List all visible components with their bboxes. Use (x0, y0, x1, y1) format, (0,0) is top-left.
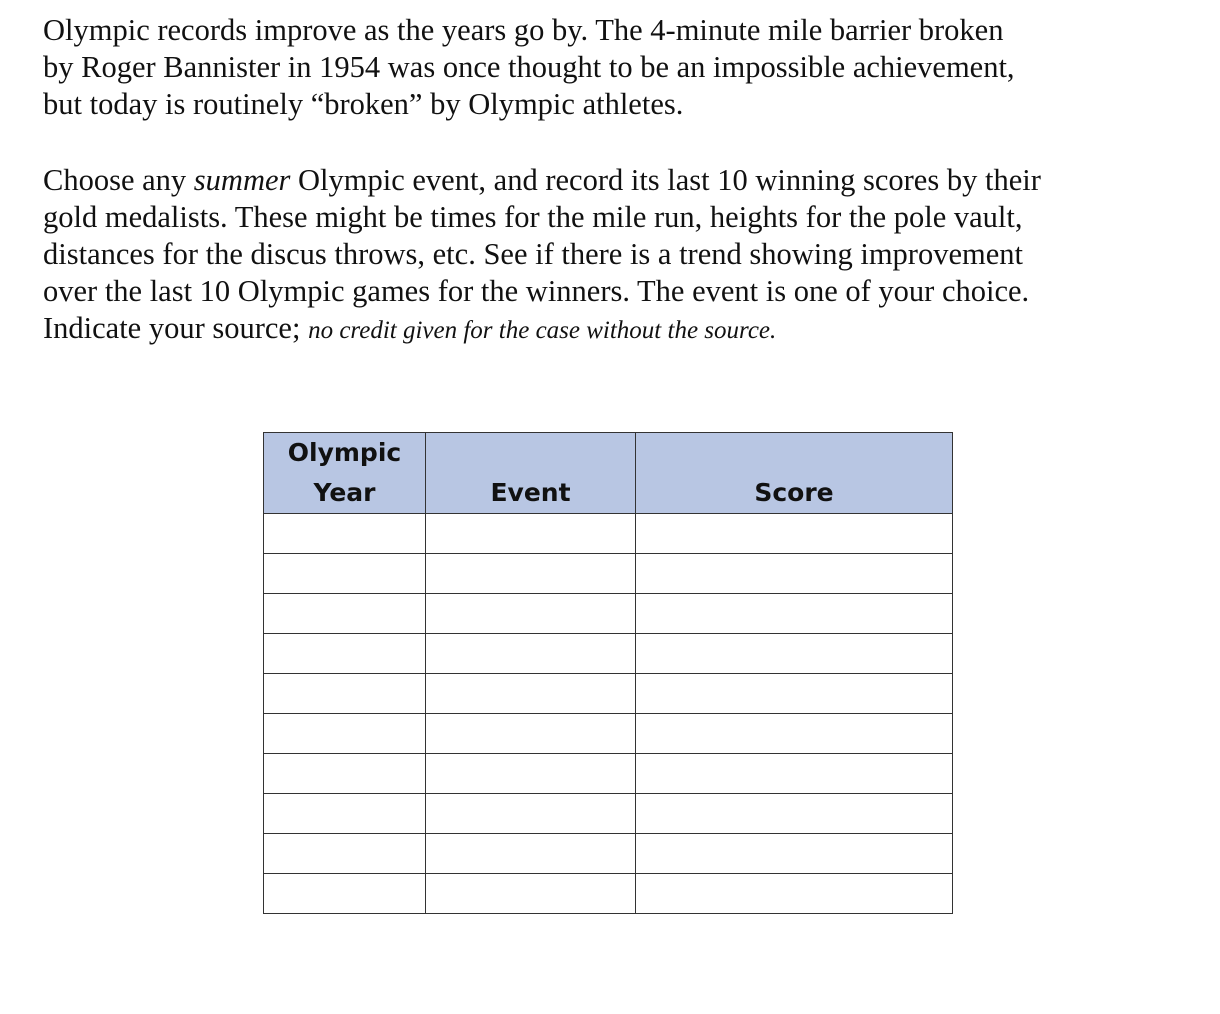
year-cell[interactable] (264, 874, 426, 914)
instructions-line-5 (43, 310, 1041, 349)
year-cell[interactable] (264, 674, 426, 714)
olympic-scores-table (263, 432, 953, 914)
event-cell[interactable] (426, 754, 636, 794)
event-cell[interactable] (426, 794, 636, 834)
source-requirement-note: no credit given for the case without the source. (308, 317, 777, 344)
score-cell[interactable] (636, 754, 953, 794)
event-cell[interactable] (426, 834, 636, 874)
year-cell[interactable] (264, 514, 426, 554)
header-olympic-year (264, 433, 426, 514)
intro-line-3: but today is routinely “broken” by Olympic athletes. (43, 87, 684, 121)
score-cell[interactable] (636, 634, 953, 674)
instructions-line-1-start: Choose any (43, 163, 194, 197)
event-cell[interactable] (426, 594, 636, 634)
header-year-line-2: Year (313, 478, 376, 507)
score-cell[interactable] (636, 714, 953, 754)
score-cell[interactable] (636, 594, 953, 634)
table-row (264, 794, 953, 834)
event-cell[interactable] (426, 874, 636, 914)
score-cell[interactable] (636, 554, 953, 594)
intro-paragraph (43, 12, 1015, 123)
score-cell[interactable] (636, 514, 953, 554)
table-row (264, 514, 953, 554)
event-cell[interactable] (426, 514, 636, 554)
table-row (264, 594, 953, 634)
score-cell[interactable] (636, 874, 953, 914)
intro-line-2: by Roger Bannister in 1954 was once thought to be an impossible achievement, (43, 50, 1015, 84)
table-row (264, 834, 953, 874)
table-row (264, 714, 953, 754)
year-cell[interactable] (264, 714, 426, 754)
intro-line-1: Olympic records improve as the years go by. The 4-minute mile barrier broken (43, 13, 1004, 47)
year-cell[interactable] (264, 834, 426, 874)
instructions-line-4: over the last 10 Olympic games for the winners. The event is one of your choice. (43, 274, 1030, 308)
instructions-paragraph (43, 162, 1041, 349)
event-cell[interactable] (426, 554, 636, 594)
instructions-line-3: distances for the discus throws, etc. See if there is a trend showing improvement (43, 237, 1023, 271)
score-cell[interactable] (636, 834, 953, 874)
table-row (264, 554, 953, 594)
table-row (264, 874, 953, 914)
year-cell[interactable] (264, 754, 426, 794)
summer-emphasis: summer (193, 163, 291, 197)
instructions-line-5-start: Indicate your source; (43, 311, 309, 345)
event-cell[interactable] (426, 674, 636, 714)
table-header-row (264, 433, 953, 514)
year-cell[interactable] (264, 634, 426, 674)
header-event: Event (426, 433, 636, 514)
instructions-line-1 (43, 162, 1041, 199)
table-row (264, 754, 953, 794)
year-cell[interactable] (264, 594, 426, 634)
table-row (264, 634, 953, 674)
header-year-line-1: Olympic (287, 438, 402, 467)
score-cell[interactable] (636, 674, 953, 714)
table-body (264, 514, 953, 914)
event-cell[interactable] (426, 634, 636, 674)
instructions-line-1-end: Olympic event, and record its last 10 winning scores by their (290, 163, 1041, 197)
year-cell[interactable] (264, 794, 426, 834)
table-row (264, 674, 953, 714)
score-cell[interactable] (636, 794, 953, 834)
event-cell[interactable] (426, 714, 636, 754)
instructions-line-2: gold medalists. These might be times for the mile run, heights for the pole vault, (43, 200, 1023, 234)
year-cell[interactable] (264, 554, 426, 594)
header-score: Score (636, 433, 953, 514)
